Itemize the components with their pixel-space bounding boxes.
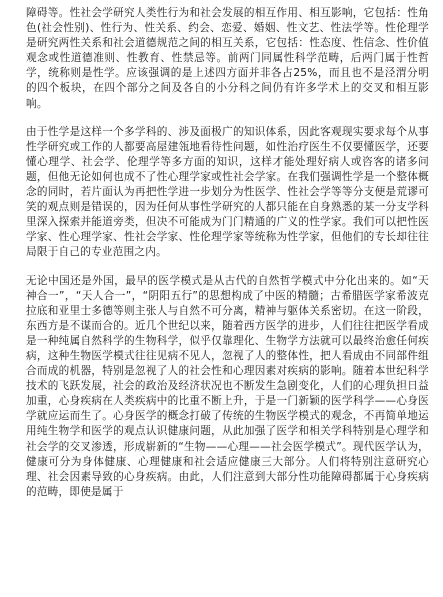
paragraph-3: 无论中国还是外国，最早的医学模式是从古代的自然哲学模式中分化出来的。如“天神合一”，“天人合一”，“阴阳五行”的思想构成了中医的精髓；古希腊医学家希波克拉底和亚里士多德等则主张人与自然不可分离，精神与躯体关系密切。在这一阶段，东西方是不谋而合的。近几个世纪以来，随着西方医学的进步，人们往往把医学看成是一种纯属自然科学的生物科学，似乎仅靠理化、生物学方法就可以最终治愈任何疾病，这种生物医学模式往往见病不见人，忽视了人的整体性，把人看成由不同部件组合而成的机器，特别是忽视了人的社会性和心理因素对疾病的影响。随着本世纪科学技术的飞跃发展，社会的政治及经济状况也不断发生急剧变化，人们的心理负担日益加重，心身疾病在人类疾病中的比重不断上升，于是一门新颖的医学科学——心身医学就应运而生了。心身医学的概念打破了传统的生物医学模式的观念，不再简单地运用纯生物学和医学的观点认识健康问题，从此加强了医学和相关学科特别是心理学和社会学的交叉渗透，形成崭新的“生物——心理——社会医学模式”。现代医学认为，健康可分为身体健康、心理健康和社会适应健康三大部分。人们将特别注意研究心理、社会因素导致的心身疾病。由此，人们注意到大部分性功能障碍都属于心身疾病的范畴，即使是属于 bbox=[26, 274, 429, 498]
paragraph-1: 障碍等。性社会学研究人类性行为和社会发展的相互作用、相互影响，它包括：性角色(社会性别)、性行为、性关系、约会、恋爱、婚姻、性文艺、性法学等。性伦理学是研究两性关系和社会道德规范之间的相互关系，它包括：性态度、性信念、性价值观念或性道德准则、性教育、性禁忌等。前两门同属性科学范畴，后两门属于性哲学，统称则是性学。应该强调的是上述四方面并非各占25%，而且也不是泾渭分明的四个板块，在四个部分之间及各自的小分科之间仍有许多学术上的交叉和相互影响。 bbox=[26, 7, 429, 110]
paragraph-2: 由于性学是这样一个多学科的、涉及面极广的知识体系，因此客观现实要求每个从事性学研究或工作的人都要高屋建瓴地看待性问题，如性治疗医生不仅要懂医学，还要懂心理学、社会学、伦理学等多方面的知识，这样才能处理好病人或咨客的诸多问题，但他无论如何也成不了性心理学家或性社会学家。在我们强调性学是一个整体概念的同时，若片面认为再把性学进一步划分为性医学、性社会学等等分支便是荒谬可笑的观点则是错误的，因为任何从事性学研究的人都只能在自身熟悉的某一分支学科里深入探索并能道旁类，但决不可能成为门门精通的广义的性学家。我们可以把性医学家、性心理学家、性社会学家、性伦理学家等统称为性学家，但他们的专长却往往局限于自己的专业范围之内。 bbox=[26, 125, 429, 259]
